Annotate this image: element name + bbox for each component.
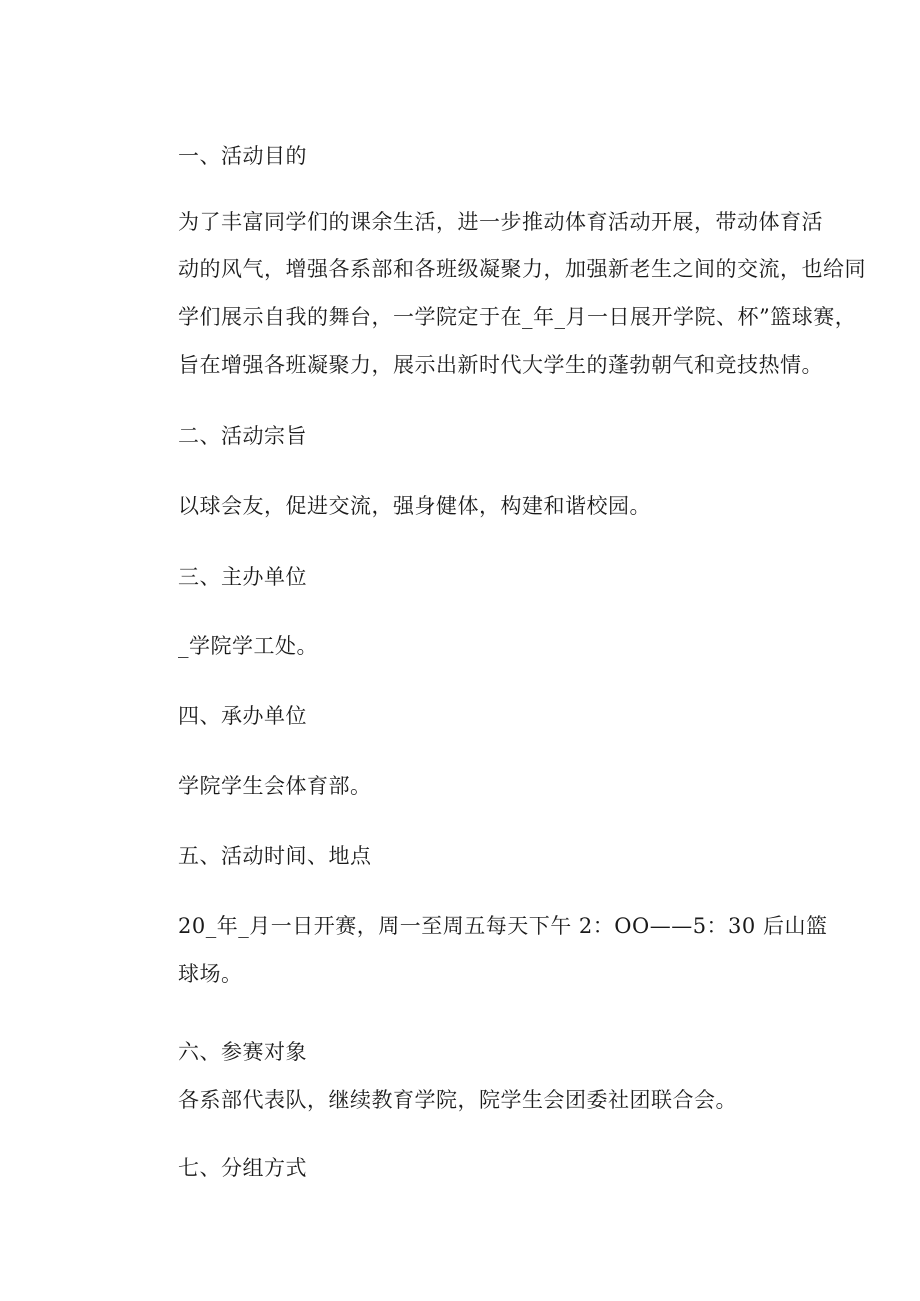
section-heading-participants: 六、参赛对象 (178, 1040, 307, 1064)
paragraph-line: 以球会友，促进交流，强身健体，构建和谐校园。 (178, 494, 651, 518)
section-heading-host: 四、承办单位 (178, 704, 307, 728)
paragraph-line: 球场。 (178, 962, 243, 986)
paragraph-line: 学们展示自我的舞台，一学院定于在_年_月一日展开学院、杯”篮球赛， (178, 305, 857, 329)
section-heading-organizer: 三、主办单位 (178, 565, 307, 589)
section-heading-purpose: 一、活动目的 (178, 144, 307, 168)
paragraph-line: 各系部代表队，继续教育学院，院学生会团委社团联合会。 (178, 1088, 737, 1112)
section-heading-time-place: 五、活动时间、地点 (178, 844, 372, 868)
paragraph-line: 动的风气，增强各系部和各班级凝聚力，加强新老生之间的交流，也给同 (178, 257, 866, 281)
paragraph-line: 20_年_月一日开赛，周一至周五每天下午 2：OO——5：30 后山篮 (178, 914, 828, 938)
paragraph-line: 旨在增强各班凝聚力，展示出新时代大学生的蓬勃朝气和竞技热情。 (178, 353, 823, 377)
paragraph-line: 学院学生会体育部。 (178, 774, 372, 798)
section-heading-grouping: 七、分组方式 (178, 1156, 307, 1180)
paragraph-line: _学院学工处。 (178, 634, 318, 658)
paragraph-line: 为了丰富同学们的课余生活，进一步推动体育活动开展，带动体育活 (178, 210, 823, 234)
section-heading-aim: 二、活动宗旨 (178, 424, 307, 448)
